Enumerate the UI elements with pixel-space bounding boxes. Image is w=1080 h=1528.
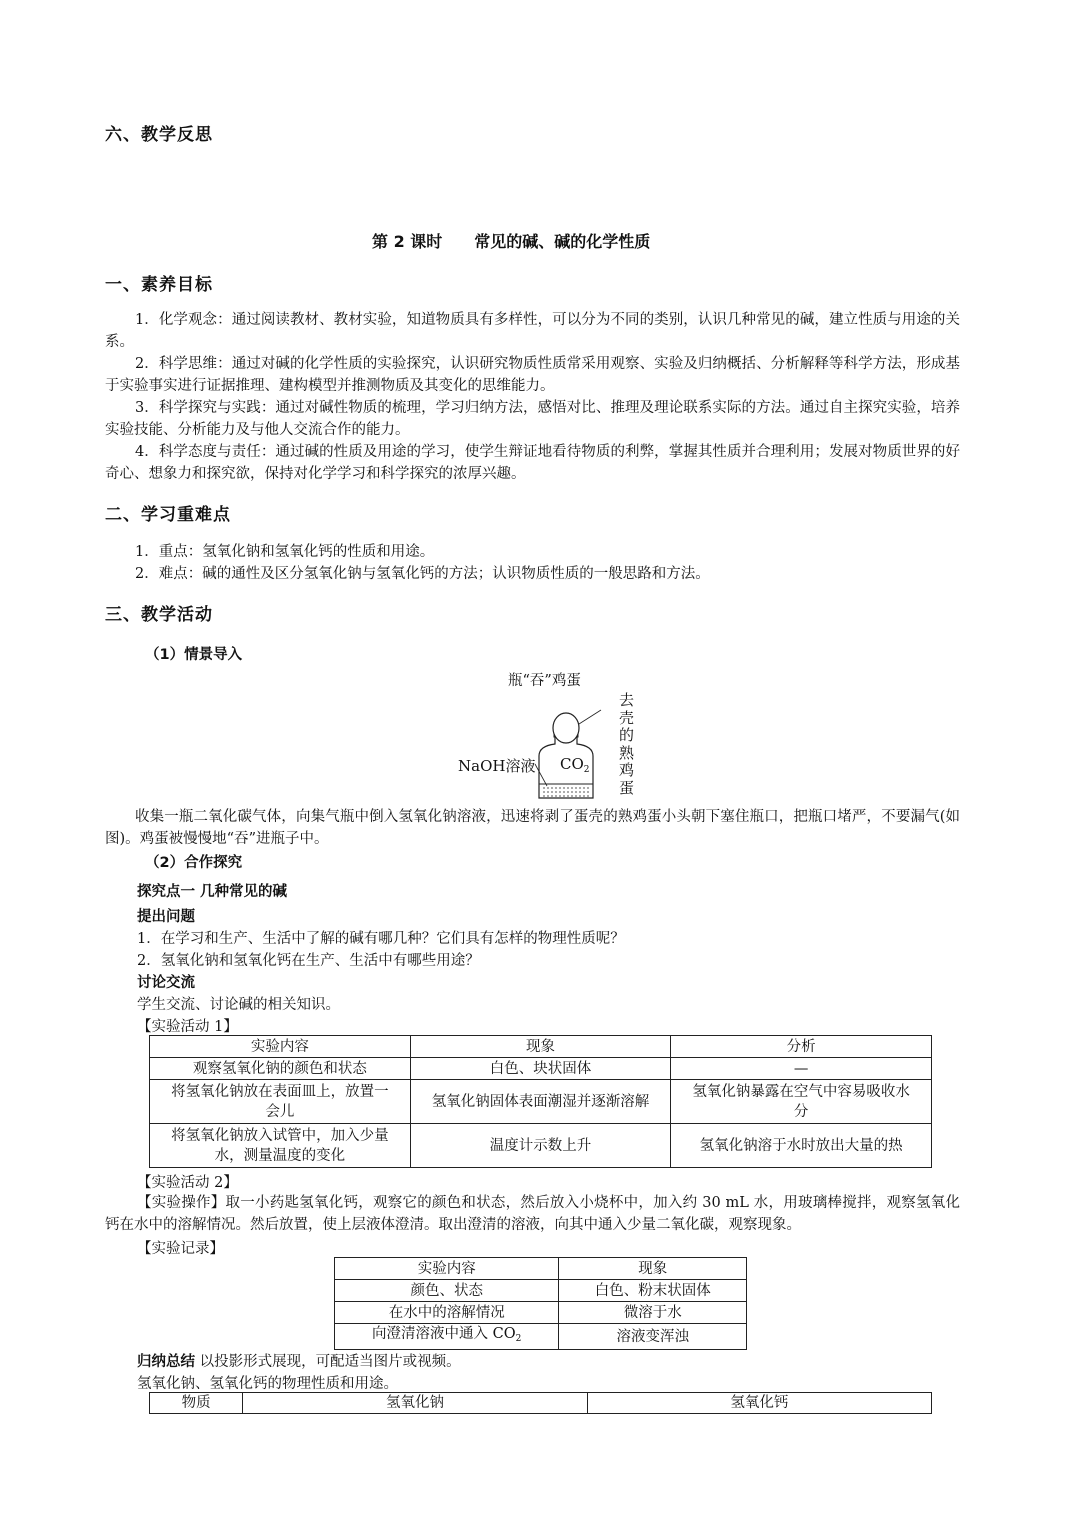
table-cell: 在水中的溶解情况 (335, 1302, 559, 1324)
table-cell: 微溶于水 (559, 1302, 747, 1324)
table-cell: 将氢氧化钠放在表面皿上，放置一会儿 (150, 1080, 411, 1124)
subsection-intro: （1）情景导入 (145, 647, 243, 663)
operation-paragraph: 【实验操作】取一小药匙氢氧化钙，观察它的颜色和状态，然后放入小烧杯中，加入约 30 mL 水，用玻璃棒搅拌，观察氢氧化钙在水中的溶解情况。然后放置，使上层液体澄清。取出澄清的溶液，向其中通入少量二氧化碳，观察现象。 (105, 1195, 960, 1233)
table-cell: 白色、粉末状固体 (559, 1280, 747, 1302)
table-cell: 将氢氧化钠放入试管中，加入少量水，测量温度的变化 (150, 1124, 411, 1168)
table-cell: — (671, 1058, 932, 1080)
table-cell: 温度计示数上升 (410, 1124, 671, 1168)
ask-title: 提出问题 (137, 909, 195, 925)
table-header-row (150, 1393, 932, 1414)
table-header-row (150, 1036, 932, 1058)
table-row (150, 1080, 932, 1124)
activity2-title: 【实验活动 2】 (137, 1175, 238, 1191)
section-heading-goals: 一、素养目标 (105, 275, 213, 295)
co2-label: $CO_2$ (560, 755, 590, 775)
question-item: 2．氢氧化钠和氢氧化钙在生产、生活中有哪些用途？ (137, 953, 480, 969)
table-header-cell: 氢氧化钙 (587, 1393, 931, 1414)
table-header-row (335, 1258, 747, 1280)
activity1-title: 【实验活动 1】 (137, 1019, 238, 1035)
question-item: 1．在学习和生产、生活中了解的碱有哪几种？它们具有怎样的物理性质呢？ (137, 931, 625, 947)
discuss-title: 讨论交流 (137, 975, 195, 991)
goal-item: 1．化学观念：通过阅读教材、教材实验，知道物质具有多样性，可以分为不同的类别，认识几种常见的碱，建立性质与用途的关系。 (105, 312, 960, 350)
subsection-explore: （2）合作探究 (145, 855, 243, 871)
table-header-cell: 物质 (150, 1393, 243, 1414)
table-cell: 氢氧化钠溶于水时放出大量的热 (671, 1124, 932, 1168)
table-row (150, 1058, 932, 1080)
table-header-cell: 实验内容 (335, 1258, 559, 1280)
summary-label: 归纳总结 (137, 1354, 195, 1370)
table-cell: 氢氧化钠暴露在空气中容易吸收水分 (671, 1080, 932, 1124)
table-cell: 向澄清溶液中通入 $CO_2$ (335, 1324, 559, 1350)
activity1-table (149, 1035, 932, 1168)
key-point-item: 2．难点：碱的通性及区分氢氧化钠与氢氧化钙的方法；认识物质性质的一般思路和方法。 (135, 566, 710, 582)
explore-point-title: 探究点一 几种常见的碱 (137, 884, 288, 900)
naoh-label: NaOH溶液 (458, 757, 536, 775)
table-row (150, 1124, 932, 1168)
goal-item: 4．科学态度与责任：通过碱的性质及用途的学习，使学生辩证地看待物质的利弊，掌握其性质并合理利用；发展对物质世界的好奇心、想象力和探究欲，保持对化学学习和科学探究的浓厚兴趣。 (105, 444, 960, 482)
summary-line (137, 1350, 461, 1371)
properties-table (149, 1392, 932, 1414)
table-header-cell: 现象 (410, 1036, 671, 1058)
key-point-item: 1．重点：氢氧化钠和氢氧化钙的性质和用途。 (135, 544, 435, 560)
properties-title: 氢氧化钠、氢氧化钙的物理性质和用途。 (137, 1376, 398, 1392)
table-header-cell: 氢氧化钠 (243, 1393, 587, 1414)
table-cell: 观察氢氧化钠的颜色和状态 (150, 1058, 411, 1080)
goal-item: 3．科学探究与实践：通过对碱性物质的梳理，学习归纳方法，感悟对比、推理及理论联系实际的方法。通过自主探究实验，培养实验技能、分析能力及与他人交流合作的能力。 (105, 400, 960, 438)
table-cell: 氢氧化钠固体表面潮湿并逐渐溶解 (410, 1080, 671, 1124)
table-row (335, 1302, 747, 1324)
egg-label: 去壳的熟鸡蛋 (619, 691, 635, 797)
table-cell: 白色、块状固体 (410, 1058, 671, 1080)
discuss-text: 学生交流、讨论碱的相关知识。 (137, 997, 340, 1013)
section-heading-key-points: 二、学习重难点 (105, 505, 231, 525)
table-cell: 颜色、状态 (335, 1280, 559, 1302)
intro-paragraph: 收集一瓶二氧化碳气体，向集气瓶中倒入氢氧化钠溶液，迅速将剥了蛋壳的熟鸡蛋小头朝下塞住瓶口，把瓶口堵严，不要漏气(如图)。鸡蛋被慢慢地“吞”进瓶子中。 (105, 809, 960, 847)
table-row (335, 1324, 747, 1350)
section-heading-activities: 三、教学活动 (105, 605, 213, 625)
table-header-cell: 分析 (671, 1036, 932, 1058)
table-header-cell: 现象 (559, 1258, 747, 1280)
lesson-title: 第 2 课时 常见的碱、碱的化学性质 (372, 232, 651, 251)
summary-text: 以投影形式展现，可配适当图片或视频。 (199, 1354, 461, 1370)
section-heading-reflection: 六、教学反思 (105, 125, 213, 145)
record-table (334, 1257, 747, 1350)
goal-item: 2．科学思维：通过对碱的化学性质的实验探究，认识研究物质性质常采用观察、实验及归纳概括、分析解释等科学方法，形成基于实验事实进行证据推理、建构模型并推测物质及其变化的思维能力。 (105, 356, 960, 394)
table-cell: 溶液变浑浊 (559, 1324, 747, 1350)
figure-caption: 瓶“吞”鸡蛋 (508, 673, 581, 689)
table-row (335, 1280, 747, 1302)
table-header-cell: 实验内容 (150, 1036, 411, 1058)
record-title: 【实验记录】 (137, 1241, 224, 1257)
